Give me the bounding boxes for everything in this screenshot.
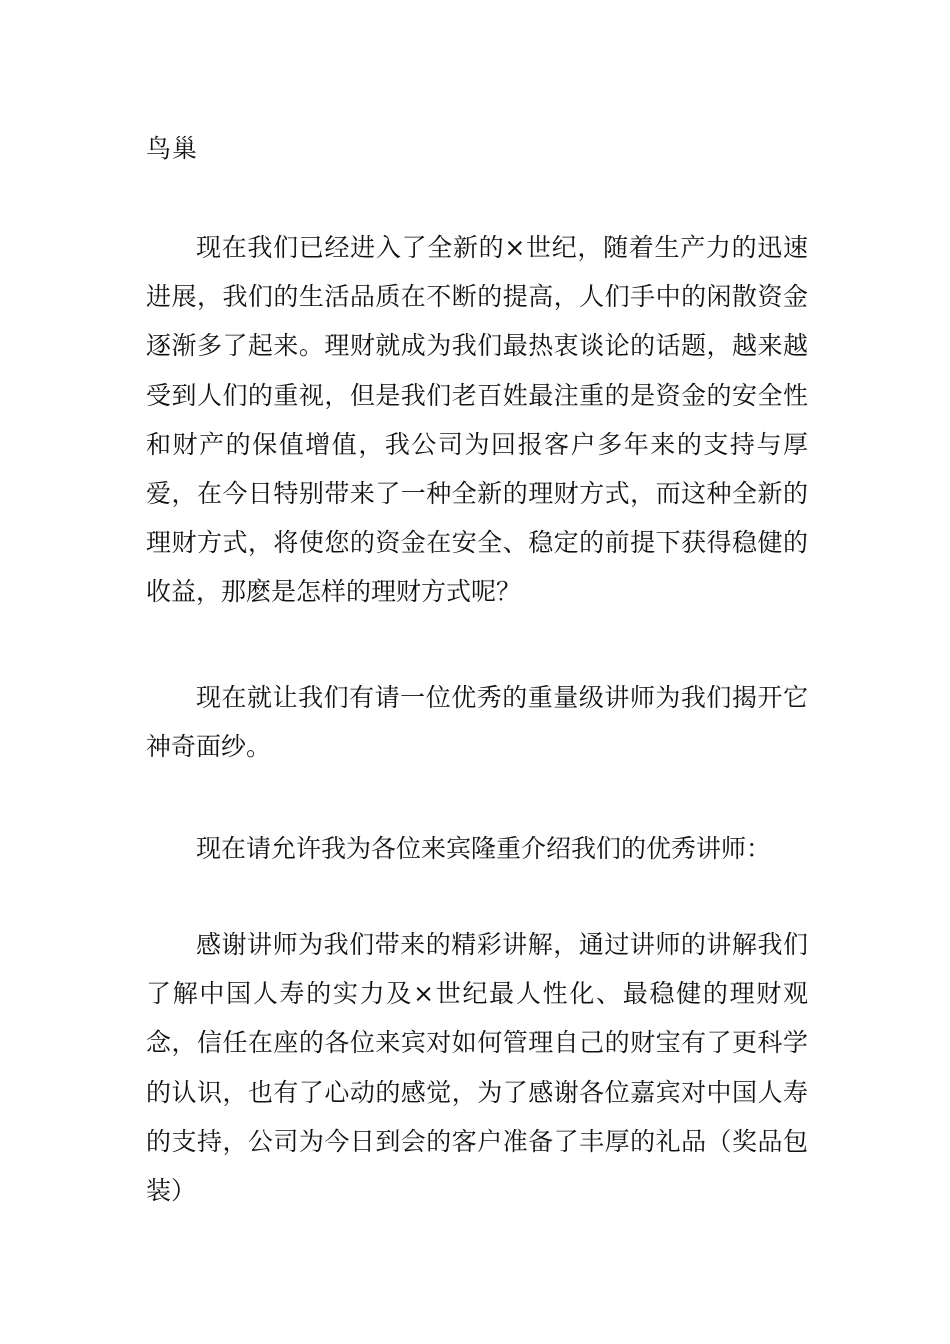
document-title: 鸟巢 — [146, 134, 199, 163]
paragraph-introduce-lecturer: 现在请允许我为各位来宾隆重介绍我们的优秀讲师： — [196, 834, 772, 863]
paragraph-invite-lecturer: 现在就让我们有请一位优秀的重量级讲师为我们揭开它神奇面纱。 — [146, 683, 808, 762]
paragraph-intro: 现在我们已经进入了全新的×世纪，随着生产力的迅速进展，我们的生活品质在不断的提高，人们手中的闲散资金逐渐多了起来。理财就成为我们最热衷谈论的话题，越来越受到人们的重视，但是我们老百姓最注重的是资金的安全性和财产的保值增值，我公司为回报客户多年来的支持与厚爱，在今日特别带来了一种全新的理财方式，而这种全新的理财方式，将使您的资金在安全、稳定的前提下获得稳健的收益，那麽是怎样的理财方式呢？ — [146, 233, 808, 607]
paragraph-thanks: 感谢讲师为我们带来的精彩讲解，通过讲师的讲解我们了解中国人寿的实力及×世纪最人性化、最稳健的理财观念，信任在座的各位来宾对如何管理自己的财宝有了更科学的认识，也有了心动的感觉，为了感谢各位嘉宾对中国人寿的支持，公司为今日到会的客户准备了丰厚的礼品（奖品包装） — [146, 930, 808, 1206]
